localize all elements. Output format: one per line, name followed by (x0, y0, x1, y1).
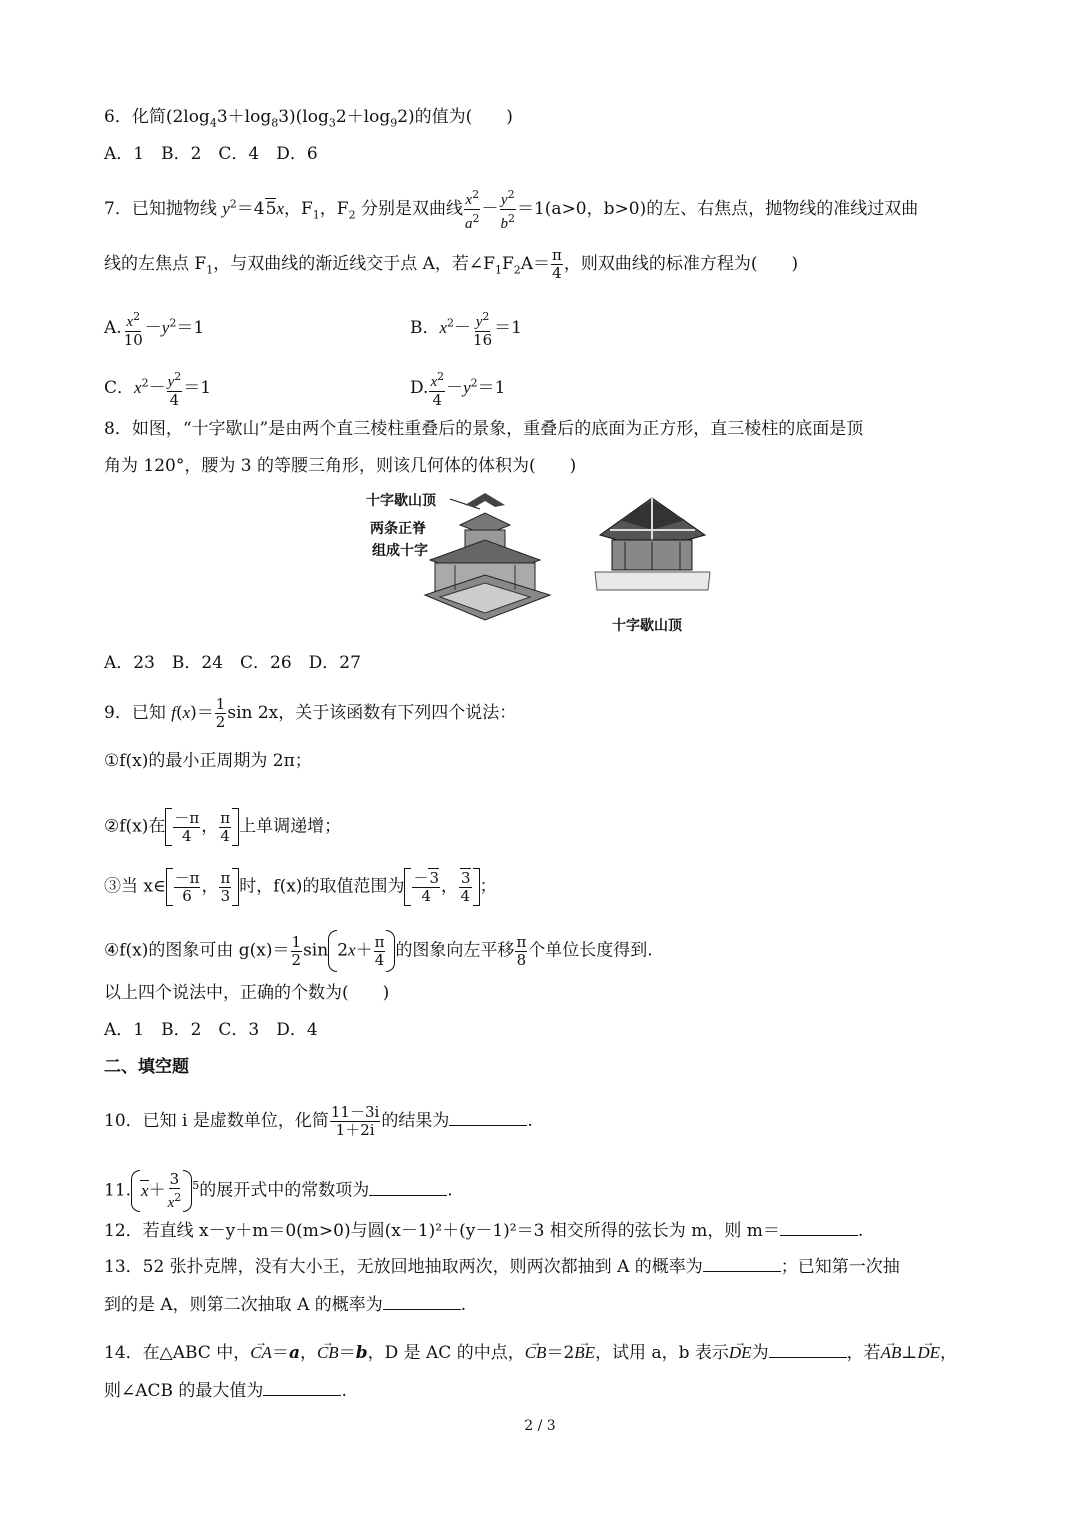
fig-label-form-cross: 组成十字 (372, 543, 428, 559)
q6-stem: 6．化简$(2\log_43+\log_83)(\log_32+\log_92)$的值为( ) (104, 107, 513, 130)
q10: 10．已知 i 是虚数单位，化简 $\frac{11-3i}{1+2i}$ 的结果为 . (104, 1103, 533, 1139)
q13-answer-blank-2[interactable] (383, 1295, 461, 1310)
q9-conclusion: 以上四个说法中，正确的个数为( ) (104, 983, 390, 1003)
q9-stem: 9．已知 f(x)＝ $\frac{1}{2}$ sin 2x，关于该函数有下列四个说法： (104, 695, 517, 731)
fig-label-two-ridges: 两条正脊 (370, 521, 426, 537)
q7-option-a: A. $\frac{x^2}{10}$ $-y^2=1$ (104, 310, 205, 349)
q12: 12．若直线 x－y＋m＝0(m>0)与圆(x－1)²＋(y－1)²＝3 相交所得的弦长为 m，则 m＝ . (104, 1221, 864, 1241)
q10-answer-blank[interactable] (449, 1111, 527, 1126)
q7-option-c: C．$x^2-$ $\frac{y^2}{4}$ ＝1 (104, 370, 212, 409)
section-heading: 二、填空题 (104, 1057, 189, 1077)
q7-option-d: D. $\frac{x^2}{4}$ $-y^2=1$ (410, 370, 506, 409)
fig-caption-cross-hip-roof: 十字歇山顶 (612, 618, 682, 634)
q6-options: A．1 B．2 C．4 D．6 (104, 144, 318, 164)
q7-line1: 7．已知抛物线 $y^2=45x$，$F_1$，$F_2$ 分别是双曲线 $\frac{x^2}{a^2}$ － $\frac{y^2}{b^2}$ ＝1(a>0，b>0)的左、右焦点，抛物线的准线过双曲 (104, 188, 919, 232)
q8-line2: 角为 120°，腰为 3 的等腰三角形，则该几何体的体积为( ) (104, 456, 577, 476)
q8-options: A．23 B．24 C．26 D．27 (104, 653, 361, 673)
q14-line2: 则∠ACB 的最大值为 . (104, 1381, 347, 1401)
q11: 11. x＋ $\frac{3}{x^2}$ $^5$的展开式中的常数项为 . (104, 1169, 453, 1211)
q9-statement-1: ①f(x)的最小正周期为 2π； (104, 751, 312, 771)
q14-line1: 14．在△ABC 中，→ CA＝a，→ CB＝b，D 是 AC 的中点，→ CB＝2→ BE，试用 a，b 表示→ DE为 ，若→ AB⊥→ DE， (104, 1342, 957, 1364)
q7-option-b: B．$x^2-$ $\frac{y^2}{16}$ ＝1 (410, 310, 522, 349)
q9-statement-3: ③当 x∈ $\frac{-\pi}{6}$ ， $\frac{\pi}{3}$ 时，f(x)的取值范围为 $\frac{-3}{4}$ ， $\frac{3}{4}$ ； (104, 868, 497, 905)
q9-statement-4: ④f(x)的图象可由 g(x)＝ $\frac{1}{2}$ sin 2x＋ $\frac{\pi}{4}$ 的图象向左平移 $\frac{\pi}{8}$ 个单位长度得到. (104, 930, 653, 972)
fig-label-cross-hip-roof: 十字歇山顶 (366, 493, 436, 509)
q14-answer-blank-1[interactable] (769, 1343, 847, 1358)
page-number: 2 / 3 (524, 1418, 556, 1434)
q8-line1: 8．如图，“十字歇山”是由两个直三棱柱重叠后的景象，重叠后的底面为正方形，直三棱柱的底面是顶 (104, 419, 864, 439)
q12-answer-blank[interactable] (780, 1221, 858, 1236)
q9-options: A．1 B．2 C．3 D．4 (104, 1020, 318, 1040)
q13-line1: 13．52 张扑克牌，没有大小王，无放回地抽取两次，则两次都抽到 A 的概率为 ；已知第一次抽 (104, 1257, 900, 1277)
exploded-building-illustration (410, 485, 560, 635)
q13-line2: 到的是 A，则第二次抽取 A 的概率为 . (104, 1295, 467, 1315)
cross-hip-roof-illustration (590, 490, 715, 600)
q7-line2: 线的左焦点 $F_1$，与双曲线的渐近线交于点 A，若$\angle F_1F_2A=$ $\frac{\pi}{4}$ ，则双曲线的标准方程为( ) (104, 246, 799, 282)
q13-answer-blank-1[interactable] (703, 1257, 781, 1272)
q14-answer-blank-2[interactable] (263, 1381, 341, 1396)
q11-answer-blank[interactable] (369, 1181, 447, 1196)
q9-statement-2: ②f(x)在 $\frac{-\pi}{4}$ ， $\frac{\pi}{4}$ 上单调递增； (104, 808, 342, 845)
